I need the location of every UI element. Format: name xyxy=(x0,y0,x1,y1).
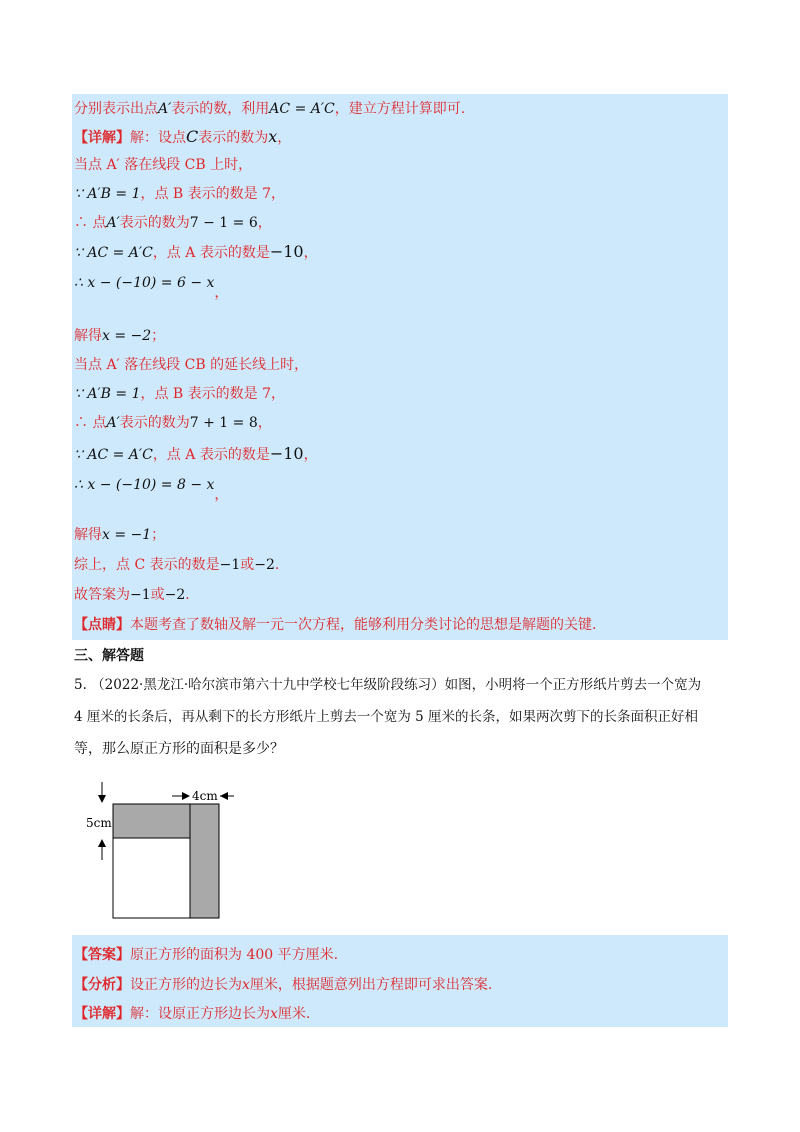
text: 设正方形的边长为 xyxy=(130,977,242,993)
section-heading xyxy=(74,647,144,665)
detail-tag: 【详解】 xyxy=(74,130,130,146)
step-line xyxy=(74,385,285,403)
text: 厘米，根据题意列出方程即可求出答案. xyxy=(249,977,493,993)
text: 表示的数为 xyxy=(119,215,190,231)
math: C xyxy=(186,127,199,146)
text: ，点 A 表示的数是 xyxy=(152,245,270,261)
text: . xyxy=(185,587,190,603)
math: 7 − 1 = 6 xyxy=(189,215,258,231)
math: A′ xyxy=(106,415,120,431)
final-answer-line xyxy=(74,586,190,604)
comment-tag: 【点睛】 xyxy=(74,617,130,633)
math: −2 xyxy=(164,587,186,603)
arrow-head xyxy=(182,792,190,800)
text: 厘米. xyxy=(277,1006,311,1022)
text: ； xyxy=(151,328,166,344)
math: x xyxy=(268,127,278,146)
math: x xyxy=(270,1006,278,1022)
math: ∵ AC = A′C xyxy=(74,245,153,261)
solution-line xyxy=(74,327,165,345)
question-line xyxy=(74,708,698,726)
answer-tag: 【答案】 xyxy=(74,947,130,963)
math: ∵ A′B = 1 xyxy=(74,186,141,202)
text: ， xyxy=(303,447,318,463)
arrow-head xyxy=(98,839,106,847)
text: 表示的数为 xyxy=(198,130,269,146)
text: 故答案为 xyxy=(74,587,130,603)
math: x xyxy=(242,977,250,993)
math: −1 xyxy=(219,557,241,573)
strip-4cm xyxy=(190,804,219,918)
text: ， xyxy=(277,130,292,146)
step-line xyxy=(74,214,272,232)
math: −10 xyxy=(269,444,304,463)
text: ，点 B 表示的数是 7， xyxy=(140,386,286,402)
equation: ∴ x − (−10) = 6 − x xyxy=(74,275,215,291)
text: ， xyxy=(257,215,272,231)
text: 等，那么原正方形的面积是多少？ xyxy=(74,741,284,757)
text: ，点 A 表示的数是 xyxy=(152,447,270,463)
step-line xyxy=(74,243,318,262)
solution-line xyxy=(74,526,165,544)
text: ； xyxy=(151,527,166,543)
arrow-head xyxy=(98,795,106,803)
text: 三、解答题 xyxy=(74,648,144,664)
text: 解：设原正方形边长为 xyxy=(130,1006,270,1022)
case-heading xyxy=(74,356,308,374)
text: . xyxy=(274,557,280,573)
math: A′ xyxy=(158,101,172,117)
math: x = −1 xyxy=(102,527,152,543)
analysis-line xyxy=(74,976,492,994)
text: 原正方形的面积为 400 平方厘米. xyxy=(130,947,339,963)
math: −1 xyxy=(130,587,151,603)
text: 表示的数为 xyxy=(119,415,190,431)
math: A′ xyxy=(106,215,120,231)
arrow-head xyxy=(220,792,228,800)
text: 综上，点 C 表示的数是 xyxy=(74,557,220,573)
text: 5. （2022·黑龙江·哈尔滨市第六十九中学校七年级阶段练习）如图，小明将一个正方形纸片剪去一个宽为 xyxy=(74,677,702,693)
math: AC = A′C xyxy=(269,101,335,117)
text: ， xyxy=(303,245,318,261)
math: ∵ AC = A′C xyxy=(74,447,153,463)
math: −2 xyxy=(254,557,275,573)
detail-line xyxy=(74,1005,310,1023)
text: ， xyxy=(214,487,229,503)
figure xyxy=(72,772,247,927)
equation-line xyxy=(74,476,229,503)
square-diagram xyxy=(72,772,247,927)
text: 或 xyxy=(240,557,255,573)
text: 解：设点 xyxy=(130,130,186,146)
label-4cm: 4cm xyxy=(192,789,218,803)
math: x = −2 xyxy=(102,328,152,344)
step-line xyxy=(74,445,318,464)
text: ， xyxy=(257,415,272,431)
strip-5cm xyxy=(113,804,190,838)
comment-line xyxy=(74,616,596,634)
math: −10 xyxy=(269,242,304,261)
step-line xyxy=(74,185,285,203)
detail-line xyxy=(74,128,291,147)
analysis-line xyxy=(74,100,465,118)
summary-line xyxy=(74,556,279,574)
question-line xyxy=(74,676,701,694)
text: 表示的数，利用 xyxy=(171,101,270,117)
text: ， xyxy=(214,285,229,301)
analysis-tag: 【分析】 xyxy=(74,977,130,993)
question-line xyxy=(74,740,284,758)
text: 分别表示出点 xyxy=(74,101,158,117)
label-5cm: 5cm xyxy=(86,816,112,830)
text: 解得 xyxy=(74,527,102,543)
text: 或 xyxy=(150,587,165,603)
equation-line xyxy=(74,274,229,301)
text: ∴ 点 xyxy=(74,415,107,431)
text: 当点 A′ 落在线段 CB 的延长线上时， xyxy=(74,357,309,373)
text: ∴ 点 xyxy=(74,215,107,231)
math: ∵ A′B = 1 xyxy=(74,386,141,402)
equation: ∴ x − (−10) = 8 − x xyxy=(74,477,215,493)
text: ，点 B 表示的数是 7， xyxy=(140,186,286,202)
answer-line xyxy=(74,946,338,964)
text: ，建立方程计算即可. xyxy=(334,101,466,117)
text: 4 厘米的长条后，再从剩下的长方形纸片上剪去一个宽为 5 厘米的长条，如果两次剪下的长条面积正好相 xyxy=(74,709,699,725)
text: 当点 A′ 落在线段 CB 上时， xyxy=(74,157,253,173)
step-line xyxy=(74,414,272,432)
math: 7 + 1 = 8 xyxy=(189,415,258,431)
case-heading xyxy=(74,156,252,174)
detail-tag: 【详解】 xyxy=(74,1006,130,1022)
text: 解得 xyxy=(74,328,102,344)
text: 本题考查了数轴及解一元一次方程，能够利用分类讨论的思想是解题的关键. xyxy=(130,617,597,633)
